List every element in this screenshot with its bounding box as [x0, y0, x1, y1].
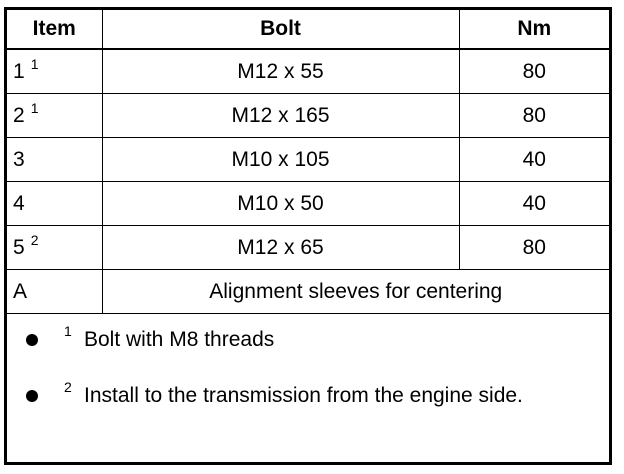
torque-cell: 80 [459, 94, 609, 138]
table-row [7, 49, 609, 94]
item-number: 1 [13, 59, 25, 83]
bullet-icon [26, 334, 38, 346]
bolt-cell: M12 x 55 [102, 49, 459, 94]
bullet-icon [26, 390, 38, 402]
table-row [7, 138, 609, 182]
spec-table-frame [4, 7, 612, 465]
item-cell [7, 49, 102, 94]
bolt-torque-table [7, 10, 609, 314]
item-number: 5 [13, 235, 25, 259]
footnotes [7, 313, 609, 413]
footnote-mark: 1 [30, 99, 39, 116]
column-header-bolt: Bolt [102, 10, 459, 49]
footnote-mark: 2 [30, 231, 39, 248]
item-cell [7, 182, 102, 226]
item-cell [7, 94, 102, 138]
bolt-cell: M12 x 165 [102, 94, 459, 138]
footnote-mark: 1 [64, 323, 72, 339]
bolt-cell: M10 x 105 [102, 138, 459, 182]
table-header-row [7, 10, 609, 49]
footnote-text: Install to the transmission from the engine side. [84, 384, 523, 407]
item-cell [7, 226, 102, 270]
column-header-item: Item [7, 10, 102, 49]
footnote-item [7, 371, 609, 421]
footnote-mark: 1 [30, 55, 39, 72]
table-row [7, 182, 609, 226]
bolt-cell: M12 x 65 [102, 226, 459, 270]
item-number: 4 [13, 191, 25, 215]
item-number: 2 [13, 103, 25, 127]
alignment-sleeves-description: Alignment sleeves for centering [102, 270, 609, 314]
footnote-mark: 2 [64, 379, 72, 395]
bolt-cell: M10 x 50 [102, 182, 459, 226]
item-cell: A [7, 270, 102, 314]
item-cell [7, 138, 102, 182]
footnote-text: Bolt with M8 threads [84, 328, 275, 351]
table-row-a [7, 270, 609, 314]
torque-cell: 80 [459, 226, 609, 270]
torque-cell: 40 [459, 182, 609, 226]
table-row [7, 94, 609, 138]
table-row [7, 226, 609, 270]
torque-cell: 40 [459, 138, 609, 182]
item-number: 3 [13, 147, 25, 171]
footnote-item [7, 315, 609, 365]
torque-cell: 80 [459, 49, 609, 94]
column-header-nm: Nm [459, 10, 609, 49]
